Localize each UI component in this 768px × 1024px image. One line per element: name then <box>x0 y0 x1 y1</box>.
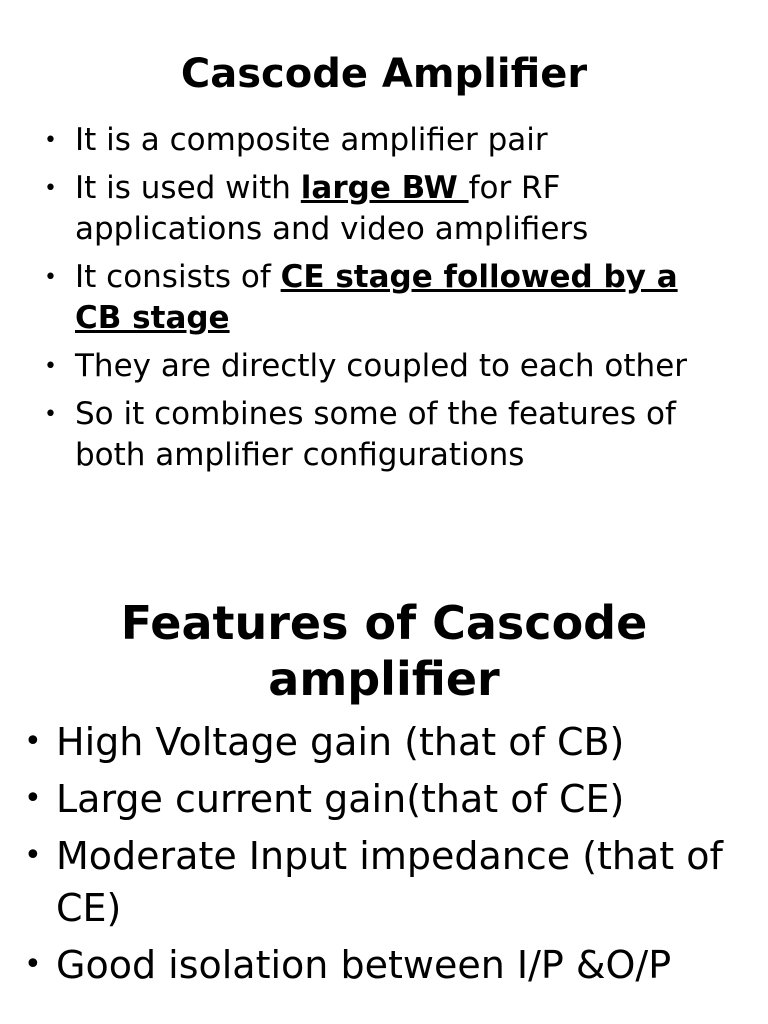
bullet-item <box>44 394 724 476</box>
bullet-list <box>24 716 744 996</box>
bullet-text: for RF applications and video amplifiers <box>75 170 589 247</box>
bullet-item <box>24 830 744 934</box>
bullet-text: It is a composite amplifier pair <box>75 122 548 158</box>
bullet-text: Large current gain(that of CE) <box>56 777 625 821</box>
bullet-list <box>44 120 724 483</box>
bullet-icon: • <box>24 947 42 982</box>
bullet-icon: • <box>44 354 57 379</box>
bullet-icon: • <box>44 176 57 201</box>
bullet-item <box>44 120 724 161</box>
bullet-text: They are directly coupled to each other <box>75 348 688 384</box>
bullet-text: Moderate Input impedance (that of CE) <box>56 834 723 930</box>
bullet-icon: • <box>24 724 42 759</box>
bullet-item <box>24 716 744 768</box>
bullet-text: It consists of <box>75 259 281 295</box>
bullet-text: Good isolation between I/P &O/P <box>56 943 672 987</box>
bullet-icon: • <box>44 128 57 153</box>
bullet-item <box>24 773 744 825</box>
bullet-item <box>44 257 724 339</box>
slide-title: Features of Cascode amplifier <box>120 596 648 706</box>
bullet-icon: • <box>24 838 42 873</box>
bullet-emphasis: large BW <box>300 170 469 206</box>
bullet-emphasis: CE stage followed by a CB stage <box>75 259 678 336</box>
bullet-item <box>24 939 744 991</box>
bullet-icon: • <box>44 402 57 427</box>
bullet-icon: • <box>44 265 57 290</box>
bullet-text: So it combines some of the features of both amplifier configurations <box>75 396 676 473</box>
bullet-item <box>44 168 724 250</box>
bullet-text: High Voltage gain (that of CB) <box>56 720 625 764</box>
slide-title: Cascode Amplifier <box>180 51 588 97</box>
bullet-text: It is used with <box>75 170 301 206</box>
bullet-icon: • <box>24 781 42 816</box>
bullet-item <box>44 346 724 387</box>
